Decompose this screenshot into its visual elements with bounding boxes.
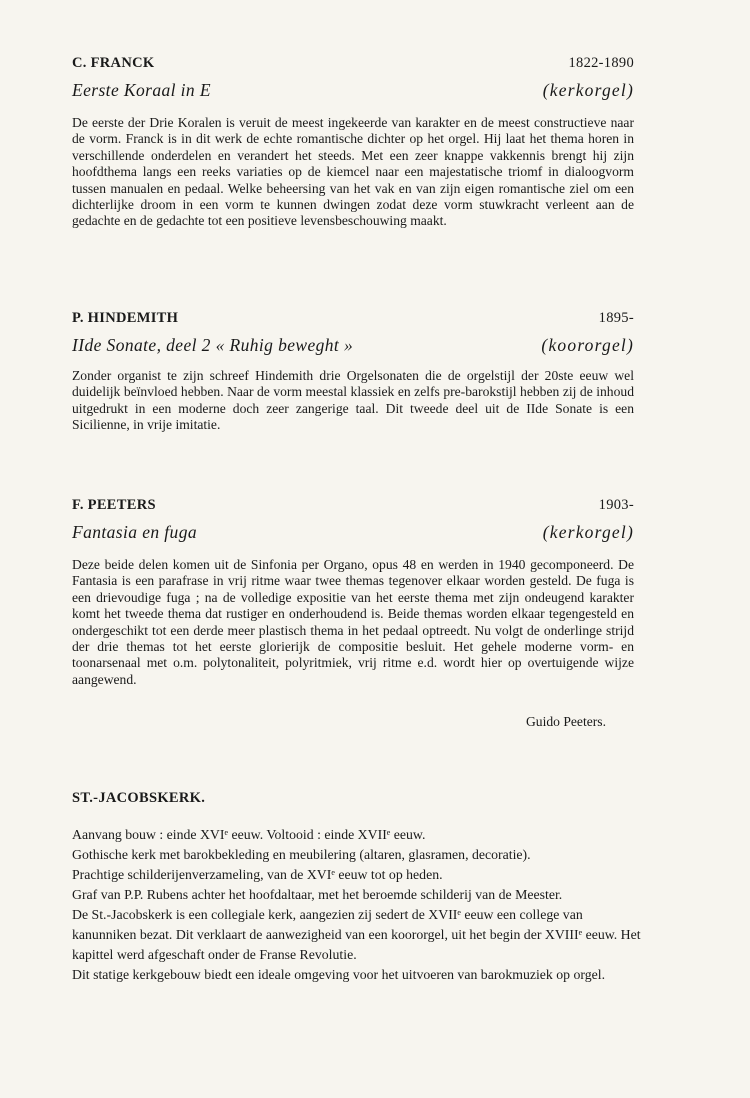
church-title: ST.-JACOBSKERK. xyxy=(72,790,206,806)
hindemith-description: Zonder organist te zijn schreef Hindemith drie Orgelsonaten die de orgelstijl der 20ste eeuw wel duidelijk beïnvloed hebben. Naar de vorm meestal klassiek en zelfs pre-barokstijl hebben zij de inhoud uitgedrukt in een moderne doch zeer zangerige taal. Dit tweede deel uit de IIde Sonate is een Sicilienne, in vrije imitatie. xyxy=(72,368,634,433)
work-title: Eerste Koraal in E xyxy=(72,80,211,100)
composer-name: F. PEETERS xyxy=(72,497,156,513)
composer-name: C. FRANCK xyxy=(72,55,155,71)
work-title: Fantasia en fuga xyxy=(72,522,198,542)
church-line: Aanvang bouw : einde XVIᵉ eeuw. Voltooid : einde XVIIᵉ eeuw. xyxy=(72,827,426,842)
church-line: Graf van P.P. Rubens achter het hoofdaltaar, met het beroemde schilderij van de Meester. xyxy=(72,887,563,902)
peeters-description: Deze beide delen komen uit de Sinfonia per Organo, opus 48 en werden in 1940 gecomponeerd. De Fantasia is een parafrase in vrij ritme waar twee themas tegenover elkaar worden gesteld. De fuga is een drievoudige fuga ; na de volledige expositie van het eerste thema met zijn ondeugend karakter komt het tweede thema dat rustiger en onderhoudend is. Beide themas worden elkaar tegengesteld en ondergeschikt tot een derde meer plastisch thema in het pedaal optreedt. Nu volgt de onderlinge strijd der drie themas tot het eerste glorierijk de compositie besluit. Het gehele moderne vorm- en toonarsenaal met o.m. polytonaliteit, polyritmiek, vrij ritme e.d. wordt hier op overtuigende wijze aangewend. xyxy=(72,557,634,687)
church-line: Dit statige kerkgebouw biedt een ideale omgeving voor het uitvoeren van barokmuziek op orgel. xyxy=(72,967,606,982)
instrument-label: (koororgel) xyxy=(541,335,634,355)
franck-work xyxy=(72,80,634,101)
composer-years: 1903- xyxy=(598,497,634,513)
instrument-label: (kerkorgel) xyxy=(542,80,634,100)
instrument-label: (kerkorgel) xyxy=(542,522,634,542)
work-title: IIde Sonate, deel 2 « Ruhig beweght » xyxy=(72,335,354,355)
hindemith-header xyxy=(72,310,634,327)
church-line: Prachtige schilderijenverzameling, van de XVIᵉ eeuw tot op heden. xyxy=(72,867,443,882)
composer-years: 1822-1890 xyxy=(568,55,634,71)
hindemith-work xyxy=(72,335,634,356)
franck-description: De eerste der Drie Koralen is veruit de meest ingekeerde van karakter en de meest constructieve naar de vorm. Franck is in dit werk de echte romantische dichter op het orgel. Hij laat het thema horen in verschillende onderdelen en verandert het steeds. Met een zeer knappe vakkennis brengt hij zijn hoofdthema langs een reeks variaties op de kiemcel naar een majestatische triomf in dialoogvorm tussen manualen en pedaal. Welke beheersing van het vak en van zijn eigen romantische ziel om een dichterlijke droom in een vorm te kunnen dwingen zodat deze vorm stuwkracht verleent aan de gedachte en de gedachte tot een positieve levensbeschouwing maakt. xyxy=(72,115,634,229)
church-line: Gothische kerk met barokbekleding en meubilering (altaren, glasramen, decoratie). xyxy=(72,847,531,862)
peeters-header xyxy=(72,497,634,514)
church-description xyxy=(72,825,642,985)
signature: Guido Peeters. xyxy=(525,714,606,729)
composer-name: P. HINDEMITH xyxy=(72,310,179,326)
peeters-work xyxy=(72,522,634,543)
composer-years: 1895- xyxy=(598,310,634,326)
church-line: De St.-Jacobskerk is een collegiale kerk, aangezien zij sedert de XVIIᵉ eeuw een college van kanunniken bezat. Dit verklaart de aanwezigheid van een koororgel, uit het begin der XVIIIᵉ eeuw. Het kapittel werd afgeschaft onder de Franse Revolutie. xyxy=(72,907,641,962)
franck-header xyxy=(72,55,634,72)
